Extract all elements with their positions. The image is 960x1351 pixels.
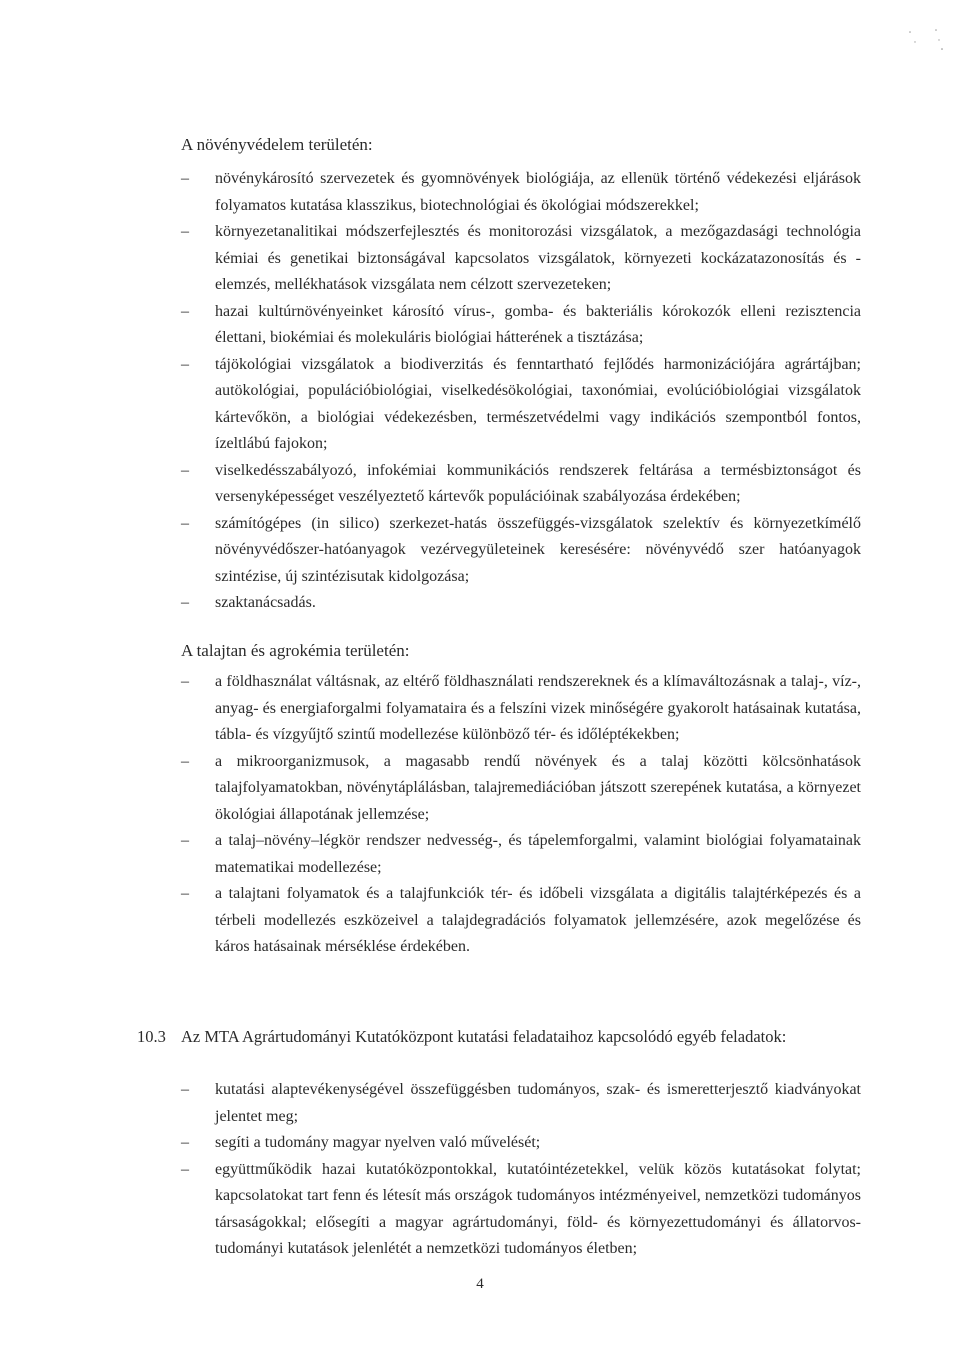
list-item: – segíti a tudomány magyar nyelven való művelését; (181, 1134, 541, 1151)
other-tasks-list (181, 1077, 861, 1263)
soil-science-list (181, 669, 861, 961)
list-item: – növénykárosító szervezetek és gyomnövények biológiája, az ellenük történő védekezési eljárások folyamatos kutatása klasszikus, biotechnológiai és ökológiai módszerekkel; (181, 170, 861, 214)
scan-artifact-icon (906, 22, 946, 52)
section-heading-soil-science: A talajtan és agrokémia területén: (181, 641, 410, 660)
list-item: – a földhasználat váltásnak, az eltérő földhasználati rendszereknek és a klímaváltozásnak a talaj-, víz-, anyag- és energiaforgalmi folyamataira és a felszíni vizek minőségére gyakorolt hatásainak kutatása, tábla- és vízgyűjtő szintű modellezése különböző tér- és időléptékekben; (181, 673, 861, 743)
list-item: – számítógépes (in silico) szerkezet-hatás összefüggés-vizsgálatok szelektív és környezetkímélő növényvédőszer-hatóanyagok vezérvegyületeinek keresésére: növényvédő szer hatóanyagok szintézise, új szintézisutak kidolgozása; (181, 514, 861, 585)
list-item: – a mikroorganizmusok, a magasabb rendű növények és a talaj közötti kölcsönhatások talajfolyamatokban, növénytáplálásban, talajremediációban játszott szerepének kutatása, a környezet ökológiai állapotának jellemzése; (181, 752, 861, 823)
list-item: – szaktanácsadás. (181, 594, 316, 611)
numbered-paragraph-10-3 (137, 1024, 861, 1051)
list-item: – kutatási alaptevékenységével összefüggésben tudományos, szak- és ismeretterjesztő kiadványokat jelentet meg; (181, 1081, 861, 1125)
list-item: – hazai kultúrnövényeinket károsító vírus-, gomba- és bakteriális kórokozók elleni rezisztencia élettani, biokémiai és molekuláris biológiai hátterének a tisztázása; (181, 302, 861, 346)
list-item: – a talajtani folyamatok és a talajfunkciók tér- és időbeli vizsgálata a digitális talajtérképezés és a térbeli modellezés eszközeivel a talajdegradációs folyamatok jellemzésére, azok megelőzése és káros hatásainak mérséklése érdekében. (181, 885, 861, 955)
section-intro-text: Az MTA Agrártudományi Kutatóközpont kutatási feladataihoz kapcsolódó egyéb feladatok: (181, 1027, 787, 1046)
list-item: – környezetanalitikai módszerfejlesztés és monitorozási vizsgálatok, a mezőgazdasági technológia kémiai és genetikai biztonságával kapcsolatos vizsgálatok, környezeti kockázatazonosítás és -elemzés, mellékhatások vizsgálata nem célzott szervezeteken; (181, 223, 861, 293)
list-item: – tájökológiai vizsgálatok a biodiverzitás és fenntartható fejlődés harmonizációjára agrártájban; autökológiai, populációbiológiai, viselkedésökológiai, taxonómiai, evolúcióbiológiai vizsgálatok kártevőkön, a biológiai védekezésben, természetvédelmi vagy indikációs szempontból fontos, ízeltlábú fajokon; (181, 355, 861, 452)
list-item: – a talaj–növény–légkör rendszer nedvesség-, és tápelemforgalmi, valamint biológiai folyamatainak matematikai modellezése; (181, 832, 861, 876)
list-item: – viselkedésszabályozó, infokémiai kommunikációs rendszerek feltárása a termésbiztonságot és versenyképességet veszélyeztető kártevők populációinak szabályozása érdekében; (181, 461, 861, 505)
plant-protection-list (181, 166, 861, 617)
section-heading-plant-protection: A növényvédelem területén: (181, 135, 373, 154)
section-number: 10.3 (137, 1027, 166, 1046)
page-number: 4 (476, 1276, 484, 1292)
list-item: – együttműködik hazai kutatóközpontokkal, kutatóintézetekkel, velük közös kutatásokat folytat; kapcsolatokat tart fenn és létesít más országok tudományos intézményeivel, nemzetközi tudományos társaságokkal; elősegíti a magyar agrártudományi, föld- és környezettudományi és állatorvos-tudományi kutatások jelenlétét a nemzetközi tudományos életben; (181, 1160, 861, 1257)
